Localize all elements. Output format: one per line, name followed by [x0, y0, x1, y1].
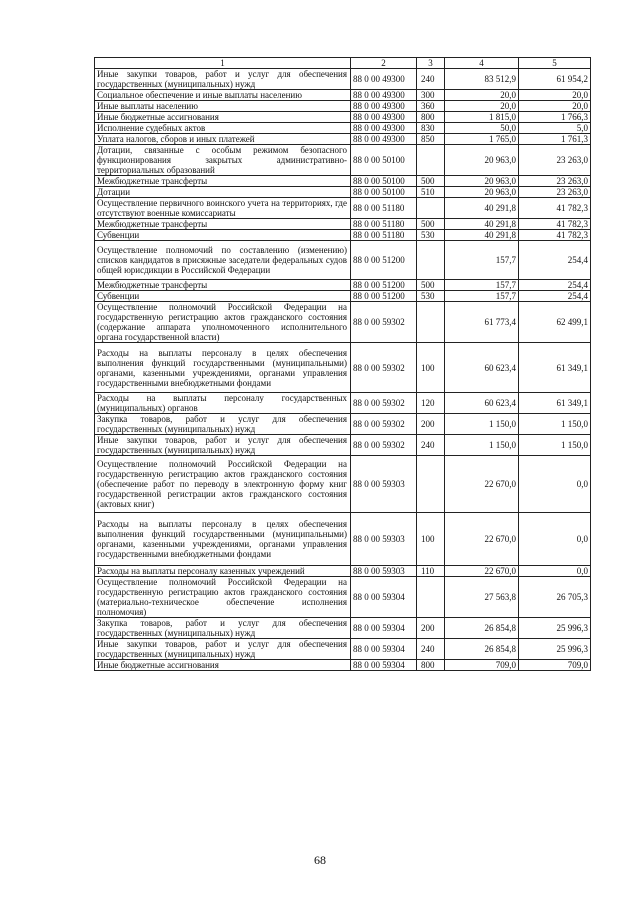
row-target-code: 88 0 00 59302 — [351, 414, 417, 435]
table-row — [95, 176, 591, 187]
row-value-1: 20 963,0 — [445, 176, 519, 187]
row-name: Расходы на выплаты персоналу казенных учреждений — [95, 566, 351, 577]
row-target-code: 88 0 00 50100 — [351, 187, 417, 198]
row-expense-type: 800 — [417, 660, 445, 671]
row-value-1: 1 815,0 — [445, 112, 519, 123]
table-row — [95, 343, 591, 393]
row-target-code: 88 0 00 49300 — [351, 90, 417, 101]
table-row — [95, 230, 591, 241]
row-value-2: 23 263,0 — [519, 145, 591, 176]
row-value-1: 40 291,8 — [445, 219, 519, 230]
row-value-2: 61 349,1 — [519, 343, 591, 393]
row-expense-type — [417, 302, 445, 343]
row-name: Иные бюджетные ассигнования — [95, 660, 351, 671]
row-target-code: 88 0 00 51180 — [351, 230, 417, 241]
table-row — [95, 513, 591, 566]
table-row — [95, 566, 591, 577]
row-expense-type: 530 — [417, 291, 445, 302]
row-expense-type: 360 — [417, 101, 445, 112]
row-value-2: 62 499,1 — [519, 302, 591, 343]
table-row — [95, 414, 591, 435]
row-value-1: 83 512,9 — [445, 69, 519, 90]
row-value-1: 20 963,0 — [445, 145, 519, 176]
row-value-1: 22 670,0 — [445, 456, 519, 513]
row-expense-type: 500 — [417, 280, 445, 291]
row-expense-type: 500 — [417, 176, 445, 187]
row-value-2: 0,0 — [519, 513, 591, 566]
row-target-code: 88 0 00 50100 — [351, 176, 417, 187]
row-value-1: 157,7 — [445, 280, 519, 291]
row-name: Расходы на выплаты персоналу в целях обеспечения выполнения функций государственными (муниципальными) органами, казенными учреждениями, органами управления государственными внебюджетными фондами — [95, 513, 351, 566]
row-name: Расходы на выплаты персоналу государственных (муниципальных) органов — [95, 393, 351, 414]
row-value-2: 41 782,3 — [519, 198, 591, 219]
row-target-code: 88 0 00 59302 — [351, 393, 417, 414]
table-row — [95, 187, 591, 198]
table-row — [95, 618, 591, 639]
row-value-1: 61 773,4 — [445, 302, 519, 343]
row-name: Осуществление первичного воинского учета на территориях, где отсутствуют военные комиссариаты — [95, 198, 351, 219]
row-name: Осуществление полномочий Российской Федерации на государственную регистрацию актов гражданского состояния (материально-техническое обеспечение исполнения полномочия) — [95, 577, 351, 618]
row-value-2: 0,0 — [519, 566, 591, 577]
row-name: Межбюджетные трансферты — [95, 176, 351, 187]
row-target-code: 88 0 00 59304 — [351, 577, 417, 618]
row-value-1: 60 623,4 — [445, 343, 519, 393]
row-value-1: 27 563,8 — [445, 577, 519, 618]
row-value-2: 20,0 — [519, 101, 591, 112]
row-target-code: 88 0 00 49300 — [351, 101, 417, 112]
row-value-2: 25 996,3 — [519, 618, 591, 639]
row-expense-type: 510 — [417, 187, 445, 198]
row-name: Дотации — [95, 187, 351, 198]
row-name: Межбюджетные трансферты — [95, 280, 351, 291]
row-value-1: 20 963,0 — [445, 187, 519, 198]
row-name: Расходы на выплаты персоналу в целях обеспечения выполнения функций государственными (муниципальными) органами, казенными учреждениями, органами управления государственными внебюджетными фондами — [95, 343, 351, 393]
row-target-code: 88 0 00 51180 — [351, 219, 417, 230]
table-row — [95, 145, 591, 176]
row-value-2: 61 349,1 — [519, 393, 591, 414]
row-name: Межбюджетные трансферты — [95, 219, 351, 230]
row-expense-type: 200 — [417, 414, 445, 435]
row-value-2: 254,4 — [519, 291, 591, 302]
row-target-code: 88 0 00 59304 — [351, 639, 417, 660]
table-row — [95, 134, 591, 145]
table-body — [95, 69, 591, 671]
row-target-code: 88 0 00 51200 — [351, 241, 417, 280]
row-value-2: 26 705,3 — [519, 577, 591, 618]
row-name: Дотации, связанные с особым режимом безопасного функционирования закрытых административно-территориальных образований — [95, 145, 351, 176]
row-value-2: 61 954,2 — [519, 69, 591, 90]
row-name: Осуществление полномочий Российской Федерации на государственную регистрацию актов гражданского состояния (обеспечение работ по переводу в электронную форму книг государственной регистрации актов гражданского состояния (актовых книг) — [95, 456, 351, 513]
row-value-1: 1 765,0 — [445, 134, 519, 145]
table-row — [95, 280, 591, 291]
table-row — [95, 302, 591, 343]
table-row — [95, 577, 591, 618]
table-row — [95, 123, 591, 134]
row-expense-type: 530 — [417, 230, 445, 241]
table-row — [95, 435, 591, 456]
row-value-1: 1 150,0 — [445, 435, 519, 456]
row-expense-type: 100 — [417, 343, 445, 393]
header-row — [95, 58, 591, 69]
row-expense-type: 300 — [417, 90, 445, 101]
row-value-1: 1 150,0 — [445, 414, 519, 435]
row-value-1: 157,7 — [445, 291, 519, 302]
row-value-2: 23 263,0 — [519, 176, 591, 187]
row-value-2: 254,4 — [519, 280, 591, 291]
row-target-code: 88 0 00 59302 — [351, 435, 417, 456]
row-value-1: 26 854,8 — [445, 618, 519, 639]
row-name: Социальное обеспечение и иные выплаты населению — [95, 90, 351, 101]
page-number: 68 — [314, 853, 326, 867]
row-value-2: 5,0 — [519, 123, 591, 134]
row-target-code: 88 0 00 59303 — [351, 566, 417, 577]
row-expense-type: 120 — [417, 393, 445, 414]
row-value-1: 40 291,8 — [445, 198, 519, 219]
row-name: Иные закупки товаров, работ и услуг для обеспечения государственных (муниципальных) нужд — [95, 69, 351, 90]
row-name: Иные выплаты населению — [95, 101, 351, 112]
row-target-code: 88 0 00 50100 — [351, 145, 417, 176]
table-row — [95, 69, 591, 90]
row-name: Уплата налогов, сборов и иных платежей — [95, 134, 351, 145]
row-name: Иные закупки товаров, работ и услуг для обеспечения государственных (муниципальных) нужд — [95, 435, 351, 456]
row-name: Закупка товаров, работ и услуг для обеспечения государственных (муниципальных) нужд — [95, 618, 351, 639]
row-expense-type: 830 — [417, 123, 445, 134]
row-target-code: 88 0 00 49300 — [351, 123, 417, 134]
row-value-1: 40 291,8 — [445, 230, 519, 241]
row-target-code: 88 0 00 59302 — [351, 302, 417, 343]
header-cell-1: 1 — [95, 58, 351, 69]
row-value-1: 20,0 — [445, 101, 519, 112]
row-expense-type: 240 — [417, 639, 445, 660]
row-target-code: 88 0 00 59303 — [351, 456, 417, 513]
row-value-2: 0,0 — [519, 456, 591, 513]
row-target-code: 88 0 00 59304 — [351, 618, 417, 639]
row-value-2: 41 782,3 — [519, 230, 591, 241]
row-value-2: 1 766,3 — [519, 112, 591, 123]
header-cell-4: 4 — [445, 58, 519, 69]
table-row — [95, 291, 591, 302]
row-value-2: 709,0 — [519, 660, 591, 671]
row-target-code: 88 0 00 49300 — [351, 134, 417, 145]
table-row — [95, 639, 591, 660]
row-value-2: 41 782,3 — [519, 219, 591, 230]
row-expense-type — [417, 241, 445, 280]
row-expense-type: 110 — [417, 566, 445, 577]
row-value-1: 22 670,0 — [445, 566, 519, 577]
row-value-1: 60 623,4 — [445, 393, 519, 414]
row-value-2: 1 150,0 — [519, 414, 591, 435]
row-name: Субвенции — [95, 291, 351, 302]
row-value-1: 22 670,0 — [445, 513, 519, 566]
table-row — [95, 198, 591, 219]
row-target-code: 88 0 00 59303 — [351, 513, 417, 566]
row-target-code: 88 0 00 49300 — [351, 69, 417, 90]
row-expense-type: 100 — [417, 513, 445, 566]
row-expense-type — [417, 198, 445, 219]
row-target-code: 88 0 00 51200 — [351, 291, 417, 302]
table-row — [95, 660, 591, 671]
row-value-1: 20,0 — [445, 90, 519, 101]
row-expense-type: 200 — [417, 618, 445, 639]
row-value-1: 26 854,8 — [445, 639, 519, 660]
table-row — [95, 456, 591, 513]
row-target-code: 88 0 00 49300 — [351, 112, 417, 123]
budget-table — [94, 57, 591, 671]
row-target-code: 88 0 00 51180 — [351, 198, 417, 219]
row-value-1: 157,7 — [445, 241, 519, 280]
row-value-1: 709,0 — [445, 660, 519, 671]
row-name: Иные закупки товаров, работ и услуг для обеспечения государственных (муниципальных) нужд — [95, 639, 351, 660]
row-expense-type — [417, 577, 445, 618]
row-value-2: 1 150,0 — [519, 435, 591, 456]
row-name: Исполнение судебных актов — [95, 123, 351, 134]
row-expense-type: 240 — [417, 435, 445, 456]
row-expense-type: 500 — [417, 219, 445, 230]
header-cell-3: 3 — [417, 58, 445, 69]
row-expense-type: 240 — [417, 69, 445, 90]
table-row — [95, 90, 591, 101]
row-name: Иные бюджетные ассигнования — [95, 112, 351, 123]
row-value-2: 1 761,3 — [519, 134, 591, 145]
row-name: Субвенции — [95, 230, 351, 241]
row-value-2: 20,0 — [519, 90, 591, 101]
row-value-2: 254,4 — [519, 241, 591, 280]
row-name: Осуществление полномочий по составлению (изменению) списков кандидатов в присяжные заседатели федеральных судов общей юрисдикции в Российской Федерации — [95, 241, 351, 280]
row-expense-type: 800 — [417, 112, 445, 123]
row-value-2: 25 996,3 — [519, 639, 591, 660]
row-target-code: 88 0 00 59302 — [351, 343, 417, 393]
row-expense-type — [417, 145, 445, 176]
table-row — [95, 393, 591, 414]
row-expense-type: 850 — [417, 134, 445, 145]
header-cell-5: 5 — [519, 58, 591, 69]
row-expense-type — [417, 456, 445, 513]
row-name: Осуществление полномочий Российской Федерации на государственную регистрацию актов гражданского состояния (содержание аппарата уполномоченного исполнительного органа государственной власти) — [95, 302, 351, 343]
table-row — [95, 101, 591, 112]
row-target-code: 88 0 00 51200 — [351, 280, 417, 291]
header-cell-2: 2 — [351, 58, 417, 69]
row-name: Закупка товаров, работ и услуг для обеспечения государственных (муниципальных) нужд — [95, 414, 351, 435]
row-value-1: 50,0 — [445, 123, 519, 134]
table-row — [95, 112, 591, 123]
row-value-2: 23 263,0 — [519, 187, 591, 198]
table-row — [95, 219, 591, 230]
row-target-code: 88 0 00 59304 — [351, 660, 417, 671]
table-row — [95, 241, 591, 280]
